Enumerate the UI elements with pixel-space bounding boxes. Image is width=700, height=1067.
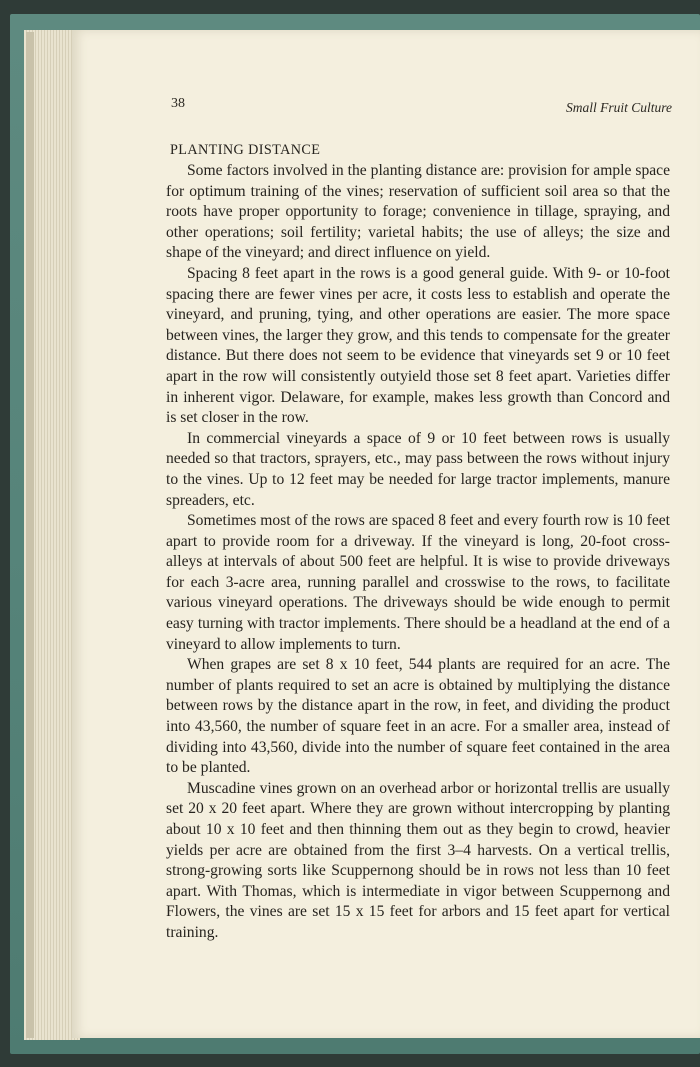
paragraph: Muscadine vines grown on an overhead arbor or horizontal trellis are usually set 20 x 20 feet apart. Where they are grown without intercropping by planting about 10 x 10 feet and then thinning them out as they begin to crowd, heavier yields per acre are obtained from the first 3–4 harvests. On a vertical trellis, strong-growing sorts like Scuppernong should be in rows not less than 10 feet apart. With Thomas, which is intermediate in vigor between Scuppernong and Flowers, the vines are set 15 x 15 feet for arbors and 15 feet apart for vertical training. (166, 779, 670, 941)
text-block (166, 140, 670, 944)
paragraph: In commercial vineyards a space of 9 or 10 feet between rows is usually needed so that tractors, sprayers, etc., may pass between the rows without injury to the vines. Up to 12 feet may be needed for large tractor implements, manure spreaders, etc. (166, 429, 670, 509)
running-head (171, 96, 672, 116)
page-number: 38 (171, 96, 185, 111)
paragraph: Some factors involved in the planting distance are: provision for ample space for optimum training of the vines; reservation of sufficient soil area so that the roots have proper opportunity to forage; convenience in tillage, spraying, and other operations; soil fertility; varietal habits; the use of alleys; the size and shape of the vineyard; and direct influence on yield. (166, 162, 670, 262)
page-edge-shadow (26, 32, 34, 1038)
paragraph: Spacing 8 feet apart in the rows is a good general guide. With 9- or 10-foot spacing there are fewer vines per acre, it costs less to establish and operate the vineyard, and pruning, tying, and other operations are easier. The more space between vines, the larger they grow, and this tends to compensate for the greater distance. But there does not seem to be evidence that vineyards set 9 or 10 feet apart in the row will consistently outyield those set 8 feet apart. Varieties differ in inherent vigor. Delaware, for example, makes less growth than Concord and is set closer in the row. (166, 264, 670, 427)
book-title: Small Fruit Culture (565, 100, 672, 115)
paragraph: When grapes are set 8 x 10 feet, 544 plants are required for an acre. The number of plants required to set an acre is obtained by multiplying the distance between rows by the distance apart in the row, in feet, and dividing the product into 43,560, the number of square feet in an acre. For a smaller area, instead of dividing into 43,560, divide into the number of square feet contained in the area to be planted. (166, 656, 670, 777)
paragraph: Sometimes most of the rows are spaced 8 feet and every fourth row is 10 feet apart to provide room for a driveway. If the vineyard is long, 20-foot cross-alleys at intervals of about 500 feet are helpful. It is wise to provide driveways for each 3-acre area, running parallel and crosswise to the rows, to facilitate various vineyard operations. The driveways should be wide enough to permit easy turning with tractor implements. There should be a headland at the end of a vineyard to allow implements to turn. (166, 512, 670, 653)
section-heading: PLANTING DISTANCE (170, 142, 321, 158)
